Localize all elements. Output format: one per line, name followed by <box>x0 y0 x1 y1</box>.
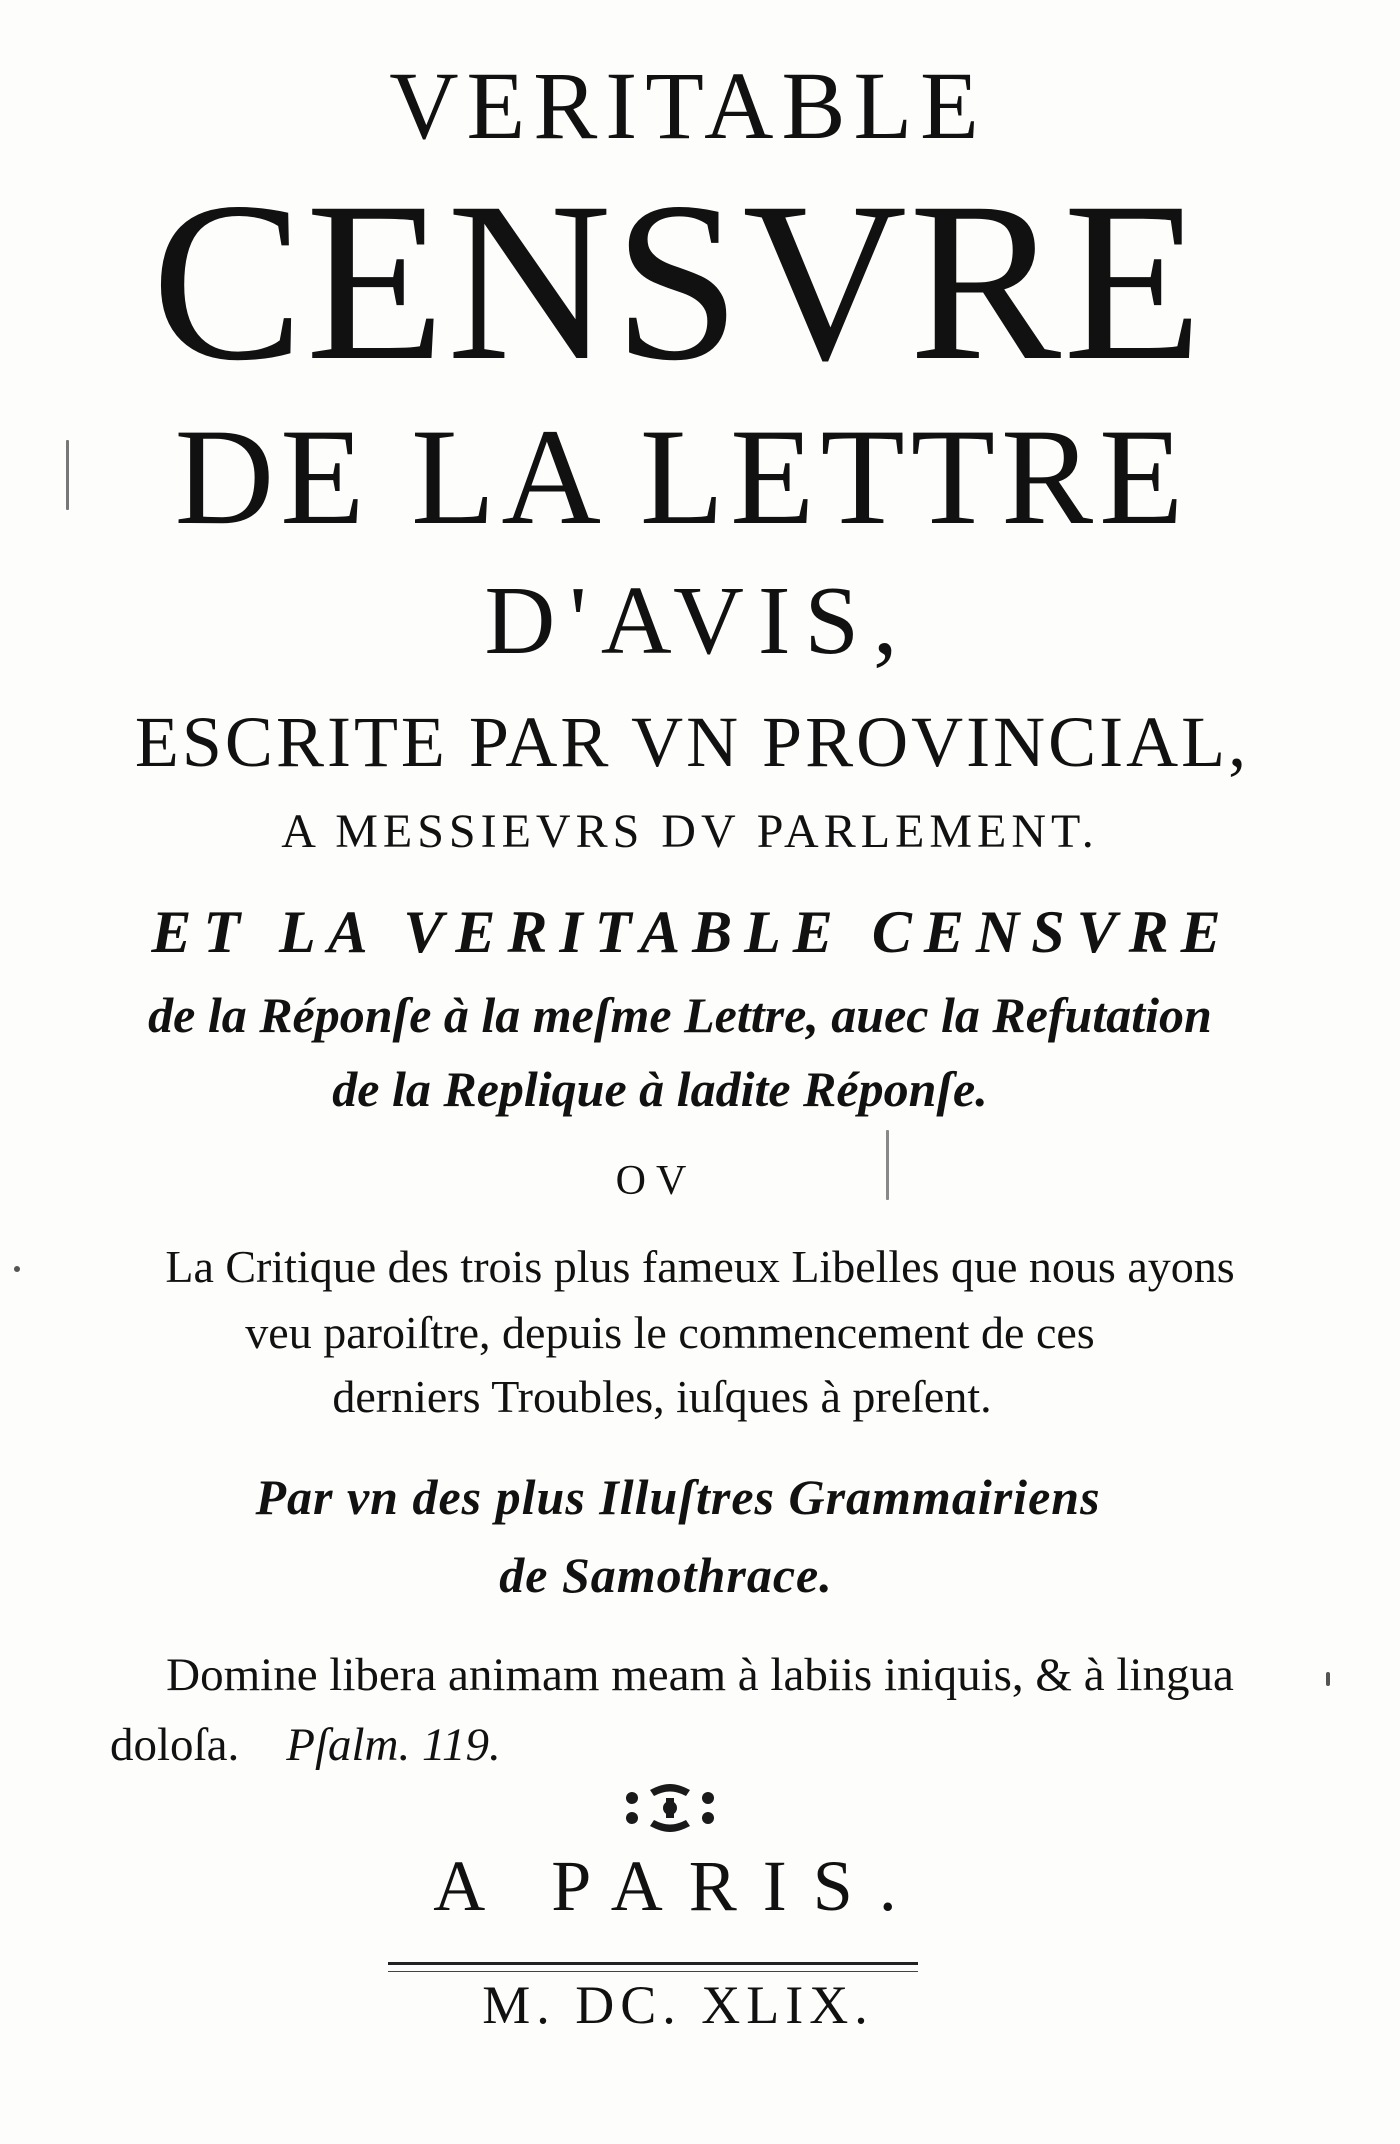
critique-line-1: La Critique des trois plus fameux Libelles que nous ayons <box>165 1241 1235 1292</box>
author-line-1: Par vn des plus Illuſtres Grammairiens <box>255 1469 1101 1525</box>
imprint-rule <box>388 1962 918 1972</box>
psalm-reference: Pſalm. 119. <box>286 1719 501 1771</box>
motto-text: doloſa. <box>110 1719 240 1771</box>
critique-line-2: veu paroiſtre, depuis le commencement de ces <box>245 1307 1095 1358</box>
title-davis: D'AVIS, <box>484 567 912 675</box>
paper-speck <box>886 1130 889 1200</box>
imprint-place: A PARIS. <box>433 1846 923 1926</box>
title-veritable: VERITABLE <box>389 52 987 159</box>
motto-line-2 <box>110 1719 1400 1771</box>
critique-line-3: derniers Troubles, iuſques à preſent. <box>332 1371 992 1422</box>
paper-speck <box>14 1266 20 1272</box>
italic-line-response: de la Réponſe à la meſme Lettre, auec la Refutation <box>148 987 1212 1043</box>
italic-line-replique: de la Replique à ladite Réponſe. <box>332 1061 988 1117</box>
subtitle-escrite: ESCRITE PAR VN PROVINCIAL, <box>134 702 1250 782</box>
paper-speck <box>66 440 69 510</box>
author-line-2: de Samothrace. <box>499 1547 833 1603</box>
imprint-date: M. DC. XLIX. <box>482 1975 874 2035</box>
paper-speck <box>1326 1672 1330 1686</box>
motto-line-1: Domine libera animam meam à labiis iniquis, & à lingua <box>166 1649 1234 1701</box>
title-de-la-lettre: DE LA LETTRE <box>174 400 1190 553</box>
printers-ornament-icon <box>610 1778 730 1838</box>
italic-heading: ET LA VERITABLE CENSVRE <box>151 899 1233 965</box>
conjunction-ou: OV <box>615 1158 697 1204</box>
title-censure: CENSVRE <box>151 156 1205 408</box>
subtitle-messieurs: A MESSIEVRS DV PARLEMENT. <box>281 805 1099 858</box>
